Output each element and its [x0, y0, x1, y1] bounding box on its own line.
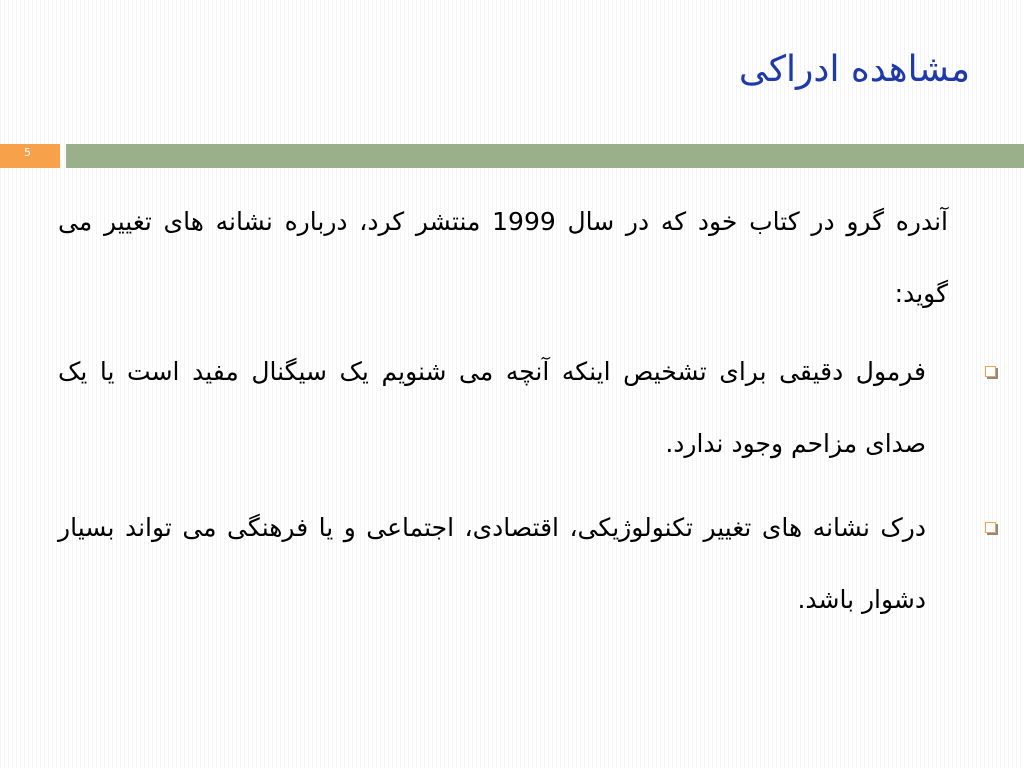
bullet-item [58, 336, 948, 480]
slide-content [58, 186, 948, 648]
slide-title: مشاهده ادراکی [738, 49, 970, 90]
page-number: 5 [24, 146, 31, 159]
page-number-box [0, 144, 60, 168]
bullet-list [58, 336, 948, 636]
title-divider-bar [66, 144, 1024, 168]
hollow-square-bullet-icon [985, 522, 996, 533]
bullet-text: فرمول دقیقی برای تشخیص اینکه آنچه می شنویم یک سیگنال مفید است یا یک صدای مزاحم وجود ندارد. [58, 357, 926, 458]
bullet-text: درک نشانه های تغییر تکنولوژیکی، اقتصادی، اجتماعی و یا فرهنگی می تواند بسیار دشوار باشد. [58, 513, 926, 614]
intro-paragraph: آندره گرو در کتاب خود که در سال 1999 منتشر کرد، درباره نشانه های تغییر می گوید: [58, 207, 948, 308]
hollow-square-bullet-icon [985, 366, 996, 377]
bullet-item [58, 492, 948, 636]
